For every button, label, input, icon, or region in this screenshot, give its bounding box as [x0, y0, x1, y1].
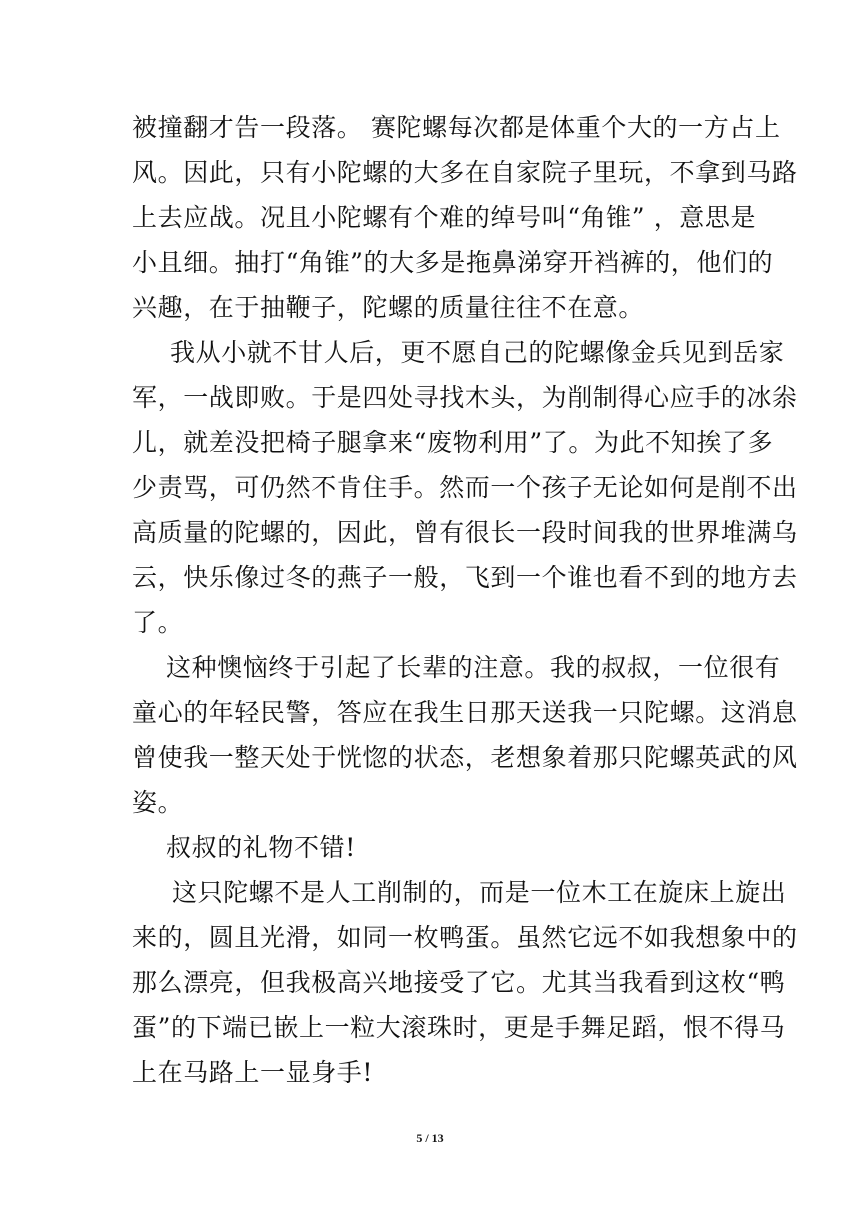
text-line: 上在马路上一显身手!	[132, 1058, 374, 1087]
text-line: 姿。	[132, 788, 184, 817]
text-line: 被撞翻才告一段落。 赛陀螺每次都是体重个大的一方占上	[132, 113, 781, 142]
text-line: 这只陀螺不是人工削制的，而是一位木工在旋床上旋出	[172, 878, 787, 907]
text-line: 小且细。抽打“角锥”的大多是拖鼻涕穿开裆裤的，他们的	[132, 248, 774, 277]
text-line: 兴趣，在于抽鞭子，陀螺的质量往往不在意。	[132, 293, 645, 322]
text-line: 云，快乐像过冬的燕子一般，飞到一个谁也看不到的地方去	[132, 563, 798, 592]
text-line: 儿，就差没把椅子腿拿来“废物利用”了。为此不知挨了多	[132, 428, 774, 457]
text-line: 叔叔的礼物不错!	[166, 833, 356, 862]
text-line: 军，一战即败。于是四处寻找木头，为削制得心应手的冰尜	[132, 383, 798, 412]
text-line: 了。	[132, 608, 184, 637]
text-line: 童心的年轻民警，答应在我生日那天送我一只陀螺。这消息	[132, 698, 798, 727]
text-line: 那么漂亮，但我极高兴地接受了它。尤其当我看到这枚“鸭	[132, 968, 786, 997]
text-line: 少责骂，可仍然不肯住手。然而一个孩子无论如何是削不出	[132, 473, 798, 502]
text-line: 蛋”的下端已嵌上一粒大滚珠时，更是手舞足蹈，恨不得马	[132, 1013, 786, 1042]
text-line: 上去应战。况且小陀螺有个难的绰号叫“角锥” ，意思是	[132, 203, 757, 232]
text-line: 曾使我一整天处于恍惚的状态，老想象着那只陀螺英武的风	[132, 743, 798, 772]
text-line: 我从小就不甘人后，更不愿自己的陀螺像金兵见到岳家	[170, 338, 785, 367]
text-line: 风。因此，只有小陀螺的大多在自家院子里玩，不拿到马路	[132, 158, 798, 187]
text-line: 高质量的陀螺的，因此，曾有很长一段时间我的世界堆满乌	[132, 518, 798, 547]
page-number: 5 / 13	[416, 1131, 444, 1145]
text-line: 这种懊恼终于引起了长辈的注意。我的叔叔，一位很有	[166, 653, 781, 682]
text-line: 来的，圆且光滑，如同一枚鸭蛋。虽然它远不如我想象中的	[132, 923, 798, 952]
